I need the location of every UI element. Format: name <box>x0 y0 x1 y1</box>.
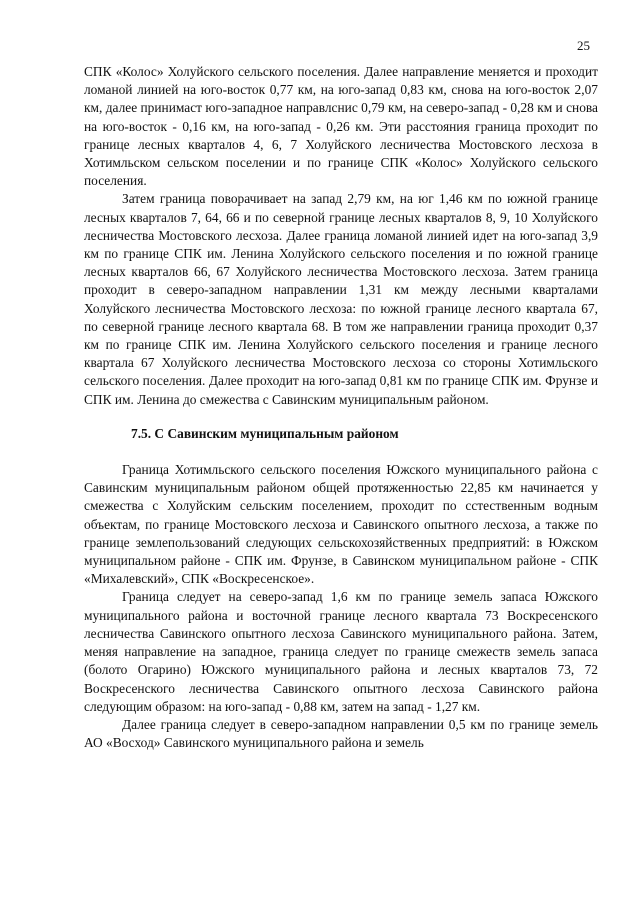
page-number: 25 <box>577 38 590 53</box>
paragraph: Граница Хотимльского сельского поселения Южского муниципального района с Савинским муниципальным районом общей протяженностью 22,85 км начинается у смежества с Холуйским сельским поселением, проходит по сстественным водным объектам, по границе Мостовского лесхоза и Савинского опытного лесхоза, а также по границе землепользований следующих сельскохозяйственных предприятий: в Южском муниципальном районе - СПК им. Фрунзе, в Савинском муниципальном районе - СПК «Михалевский», СПК «Воскресенское». <box>84 462 598 587</box>
paragraph: Граница следует на северо-запад 1,6 км по границе земель запаса Южского муниципального района и восточной границе лесного квартала 73 Воскресенского лесничества Савинского опытного лесхоза Савинского муниципального района. Затем, меняя направление на западное, граница следует по границе смежеств земель запаса (болото Огарино) Южского муниципального района и лесных кварталов 73, 72 Воскресенского лесничества Савинского опытного лесхоза Савинского района следующим образом: на юго-запад - 0,88 км, затем на запад - 1,27 км. <box>84 589 598 714</box>
document-body <box>84 63 598 752</box>
paragraph-continuation: СПК «Колос» Холуйского сельского поселения. Далее направление меняется и проходит ломаной линией на юго-восток 0,77 км, на юго-запад 0,83 км, снова на юго-восток 2,07 км, далее принимаст юго-западное направлснис 0,79 км, на северо-запад - 0,28 км и снова на юго-восток - 0,16 км, на юго-запад - 0,26 км. Эти расстояния граница проходит по границе лесных кварталов 4, 6, 7 Холуйского лесничества Мостовского лесхоза в Хотимльском сельском поселении и по границе СПК «Колос» Холуйского сельского поселения. <box>84 64 598 189</box>
section-heading: 7.5. С Савинским муниципальным районом <box>131 425 399 441</box>
paragraph: Далее граница следует в северо-западном направлении 0,5 км по границе земель АО «Восход» Савинского муниципального района и земель <box>84 716 598 751</box>
paragraph: Затем граница поворачивает на запад 2,79 км, на юг 1,46 км по южной границе лесных кварталов 7, 64, 66 и по северной границе лесных кварталов 8, 9, 10 Холуйского лесничества Мостовского лесхоза. Далее граница ломаной линией идет на юго-запад 3,9 км по границе СПК им. Ленина Холуйского сельского поселения и по южной границе лесных кварталов 66, 67 Холуйского лесничества Мостовского лесхоза. Затем граница проходит в северо-западном направлении 1,31 км между лесными кварталами Холуйского лесничества Мостовского лесхоза: по южной границе лесного квартала 67, по северной границе лесного квартала 68. В том же направлении граница проходит 0,37 км по границе СПК им. Ленина Холуйского сельского поселения и границе лесного квартала 67 Холуйского лесничества Мостовского лесхоза со стороны Хотимльского сельского поселения. Далее проходит на юго-запад 0,81 км по границе СПК им. Фрунзе и СПК им. Ленина до смежества с Савинским муниципальным районом. <box>84 191 598 407</box>
